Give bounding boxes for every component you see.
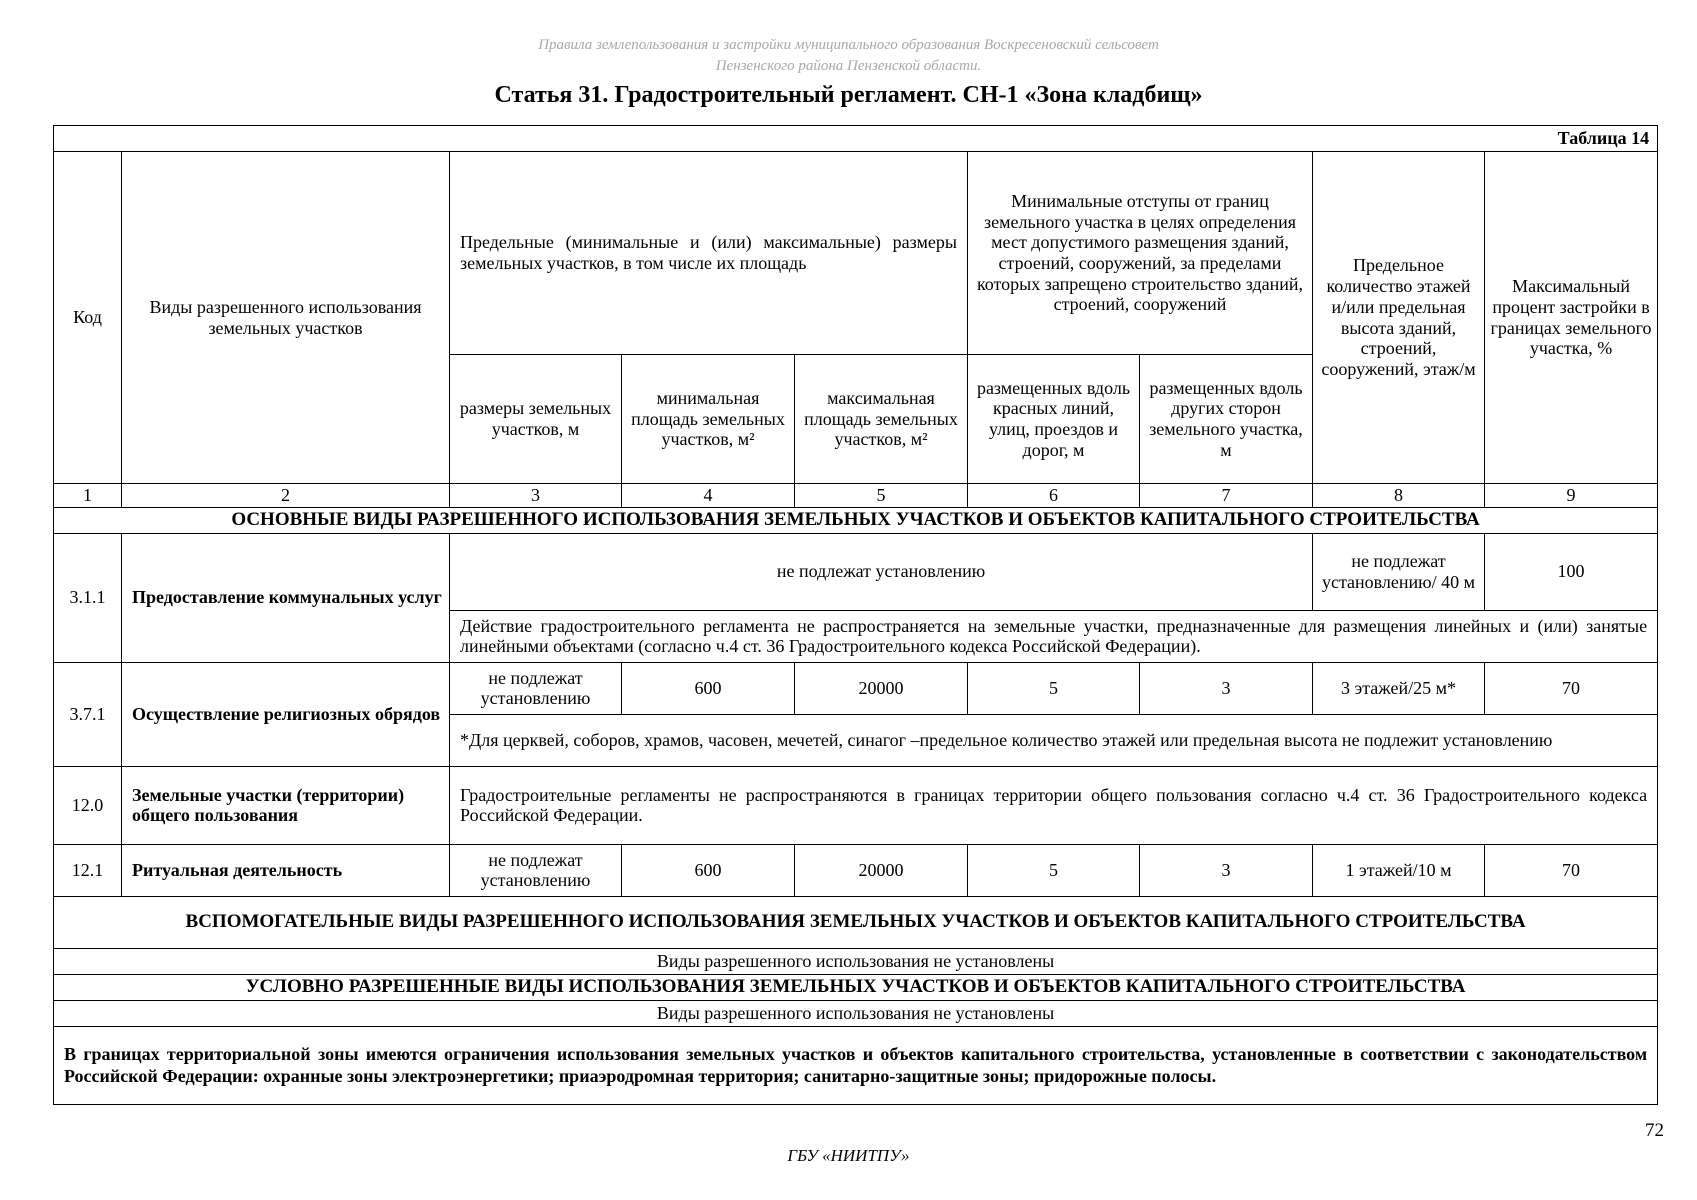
row-code: 3.7.1 [54,662,122,766]
row-percent: 70 [1485,844,1658,896]
table-row [54,662,1658,714]
table-row [54,844,1658,896]
row-name: Ритуальная деятельность [122,844,450,896]
row-code: 12.0 [54,766,122,844]
section-aux-heading: ВСПОМОГАТЕЛЬНЫЕ ВИДЫ РАЗРЕШЕННОГО ИСПОЛЬЗОВАНИЯ ЗЕМЕЛЬНЫХ УЧАСТКОВ И ОБЪЕКТОВ КАПИТАЛЬНОГО СТРОИТЕЛЬСТВА [54,896,1658,948]
row-percent: 100 [1485,533,1658,610]
col-number: 9 [1485,484,1658,508]
col-number: 3 [450,484,622,508]
row-min-area: 600 [622,844,795,896]
running-header-line-2: Пензенского района Пензенской области. [715,58,982,74]
running-header-line-1: Правила землепользования и застройки муниципального образования Воскресеновский сельсовет [538,37,1159,53]
header-setback-red: размещенных вдоль красных линий, улиц, проездов и дорог, м [968,355,1140,484]
row-note: Действие градостроительного регламента не распространяется на земельные участки, предназначенные для размещения линейных и (или) занятые линейными объектами (согласно ч.4 ст. 36 Градостроительного кодекса Российской Федерации). [450,610,1658,662]
row-setback-other: 3 [1140,662,1313,714]
col-number: 8 [1313,484,1485,508]
row-percent: 70 [1485,662,1658,714]
header-floors: Предельное количество этажей и/или предельная высота зданий, строений, сооружений, этаж/м [1313,152,1485,484]
header-plot-sizes: Предельные (минимальные и (или) максимальные) размеры земельных участков, в том числе их площадь [450,152,968,355]
article-title: Статья 31. Градостроительный регламент. СН-1 «Зона кладбищ» [494,82,1203,108]
row-floors: не подлежат установлению/ 40 м [1313,533,1485,610]
section-aux-text: Виды разрешенного использования не установлены [54,948,1658,974]
row-merged-params: не подлежат установлению [450,533,1313,610]
header-use-type: Виды разрешенного использования земельных участков [122,152,450,484]
table-row [54,533,1658,610]
row-note: Градостроительные регламенты не распространяются в границах территории общего пользования согласно ч.4 ст. 36 Градостроительного кодекса Российской Федерации. [450,766,1658,844]
col-number: 1 [54,484,122,508]
row-floors: 1 этажей/10 м [1313,844,1485,896]
col-number: 2 [122,484,450,508]
row-floors: 3 этажей/25 м* [1313,662,1485,714]
row-sizes: не подлежат установлению [450,844,622,896]
row-name: Предоставление коммунальных услуг [122,533,450,662]
row-code: 3.1.1 [54,533,122,662]
header-sizes: размеры земельных участков, м [450,355,622,484]
header-max-area: максимальная площадь земельных участков, м² [795,355,968,484]
col-number: 7 [1140,484,1313,508]
header-setbacks: Минимальные отступы от границ земельного участка в целях определения мест допустимого размещения зданий, строений, сооружений, за пределами которых запрещено строительство зданий, строений, сооружений [968,152,1313,355]
header-code: Код [54,152,122,484]
row-setback-red: 5 [968,844,1140,896]
row-min-area: 600 [622,662,795,714]
regulation-table [53,125,1658,1105]
page-footer: ГБУ «НИИТПУ» [787,1146,910,1165]
row-setback-other: 3 [1140,844,1313,896]
row-max-area: 20000 [795,844,968,896]
section-main-heading: ОСНОВНЫЕ ВИДЫ РАЗРЕШЕННОГО ИСПОЛЬЗОВАНИЯ ЗЕМЕЛЬНЫХ УЧАСТКОВ И ОБЪЕКТОВ КАПИТАЛЬНОГО СТРОИТЕЛЬСТВА [54,507,1658,533]
section-conditional-text: Виды разрешенного использования не установлены [54,1000,1658,1026]
row-setback-red: 5 [968,662,1140,714]
header-min-area: минимальная площадь земельных участков, м² [622,355,795,484]
page-number: 72 [1645,1120,1664,1141]
col-number: 5 [795,484,968,508]
row-max-area: 20000 [795,662,968,714]
column-numbers-row [54,484,1658,508]
row-name: Осуществление религиозных обрядов [122,662,450,766]
row-sizes: не подлежат установлению [450,662,622,714]
table-number: Таблица 14 [54,126,1658,152]
col-number: 6 [968,484,1140,508]
restrictions-note: В границах территориальной зоны имеются ограничения использования земельных участков и объектов капитального строительства, установленные в соответствии с законодательством Российской Федерации: охранные зоны электроэнергетики; приаэродромная территория; санитарно-защитные зоны; придорожные полосы. [54,1026,1658,1104]
header-setback-other: размещенных вдоль других сторон земельного участка, м [1140,355,1313,484]
row-code: 12.1 [54,844,122,896]
section-conditional-heading: УСЛОВНО РАЗРЕШЕННЫЕ ВИДЫ ИСПОЛЬЗОВАНИЯ ЗЕМЕЛЬНЫХ УЧАСТКОВ И ОБЪЕКТОВ КАПИТАЛЬНОГО СТРОИТЕЛЬСТВА [54,974,1658,1000]
col-number: 4 [622,484,795,508]
row-name: Земельные участки (территории) общего пользования [122,766,450,844]
row-note: *Для церквей, соборов, храмов, часовен, мечетей, синагог –предельное количество этажей или предельная высота не подлежит установлению [450,714,1658,766]
table-row [54,766,1658,844]
header-max-percent: Максимальный процент застройки в границах земельного участка, % [1485,152,1658,484]
